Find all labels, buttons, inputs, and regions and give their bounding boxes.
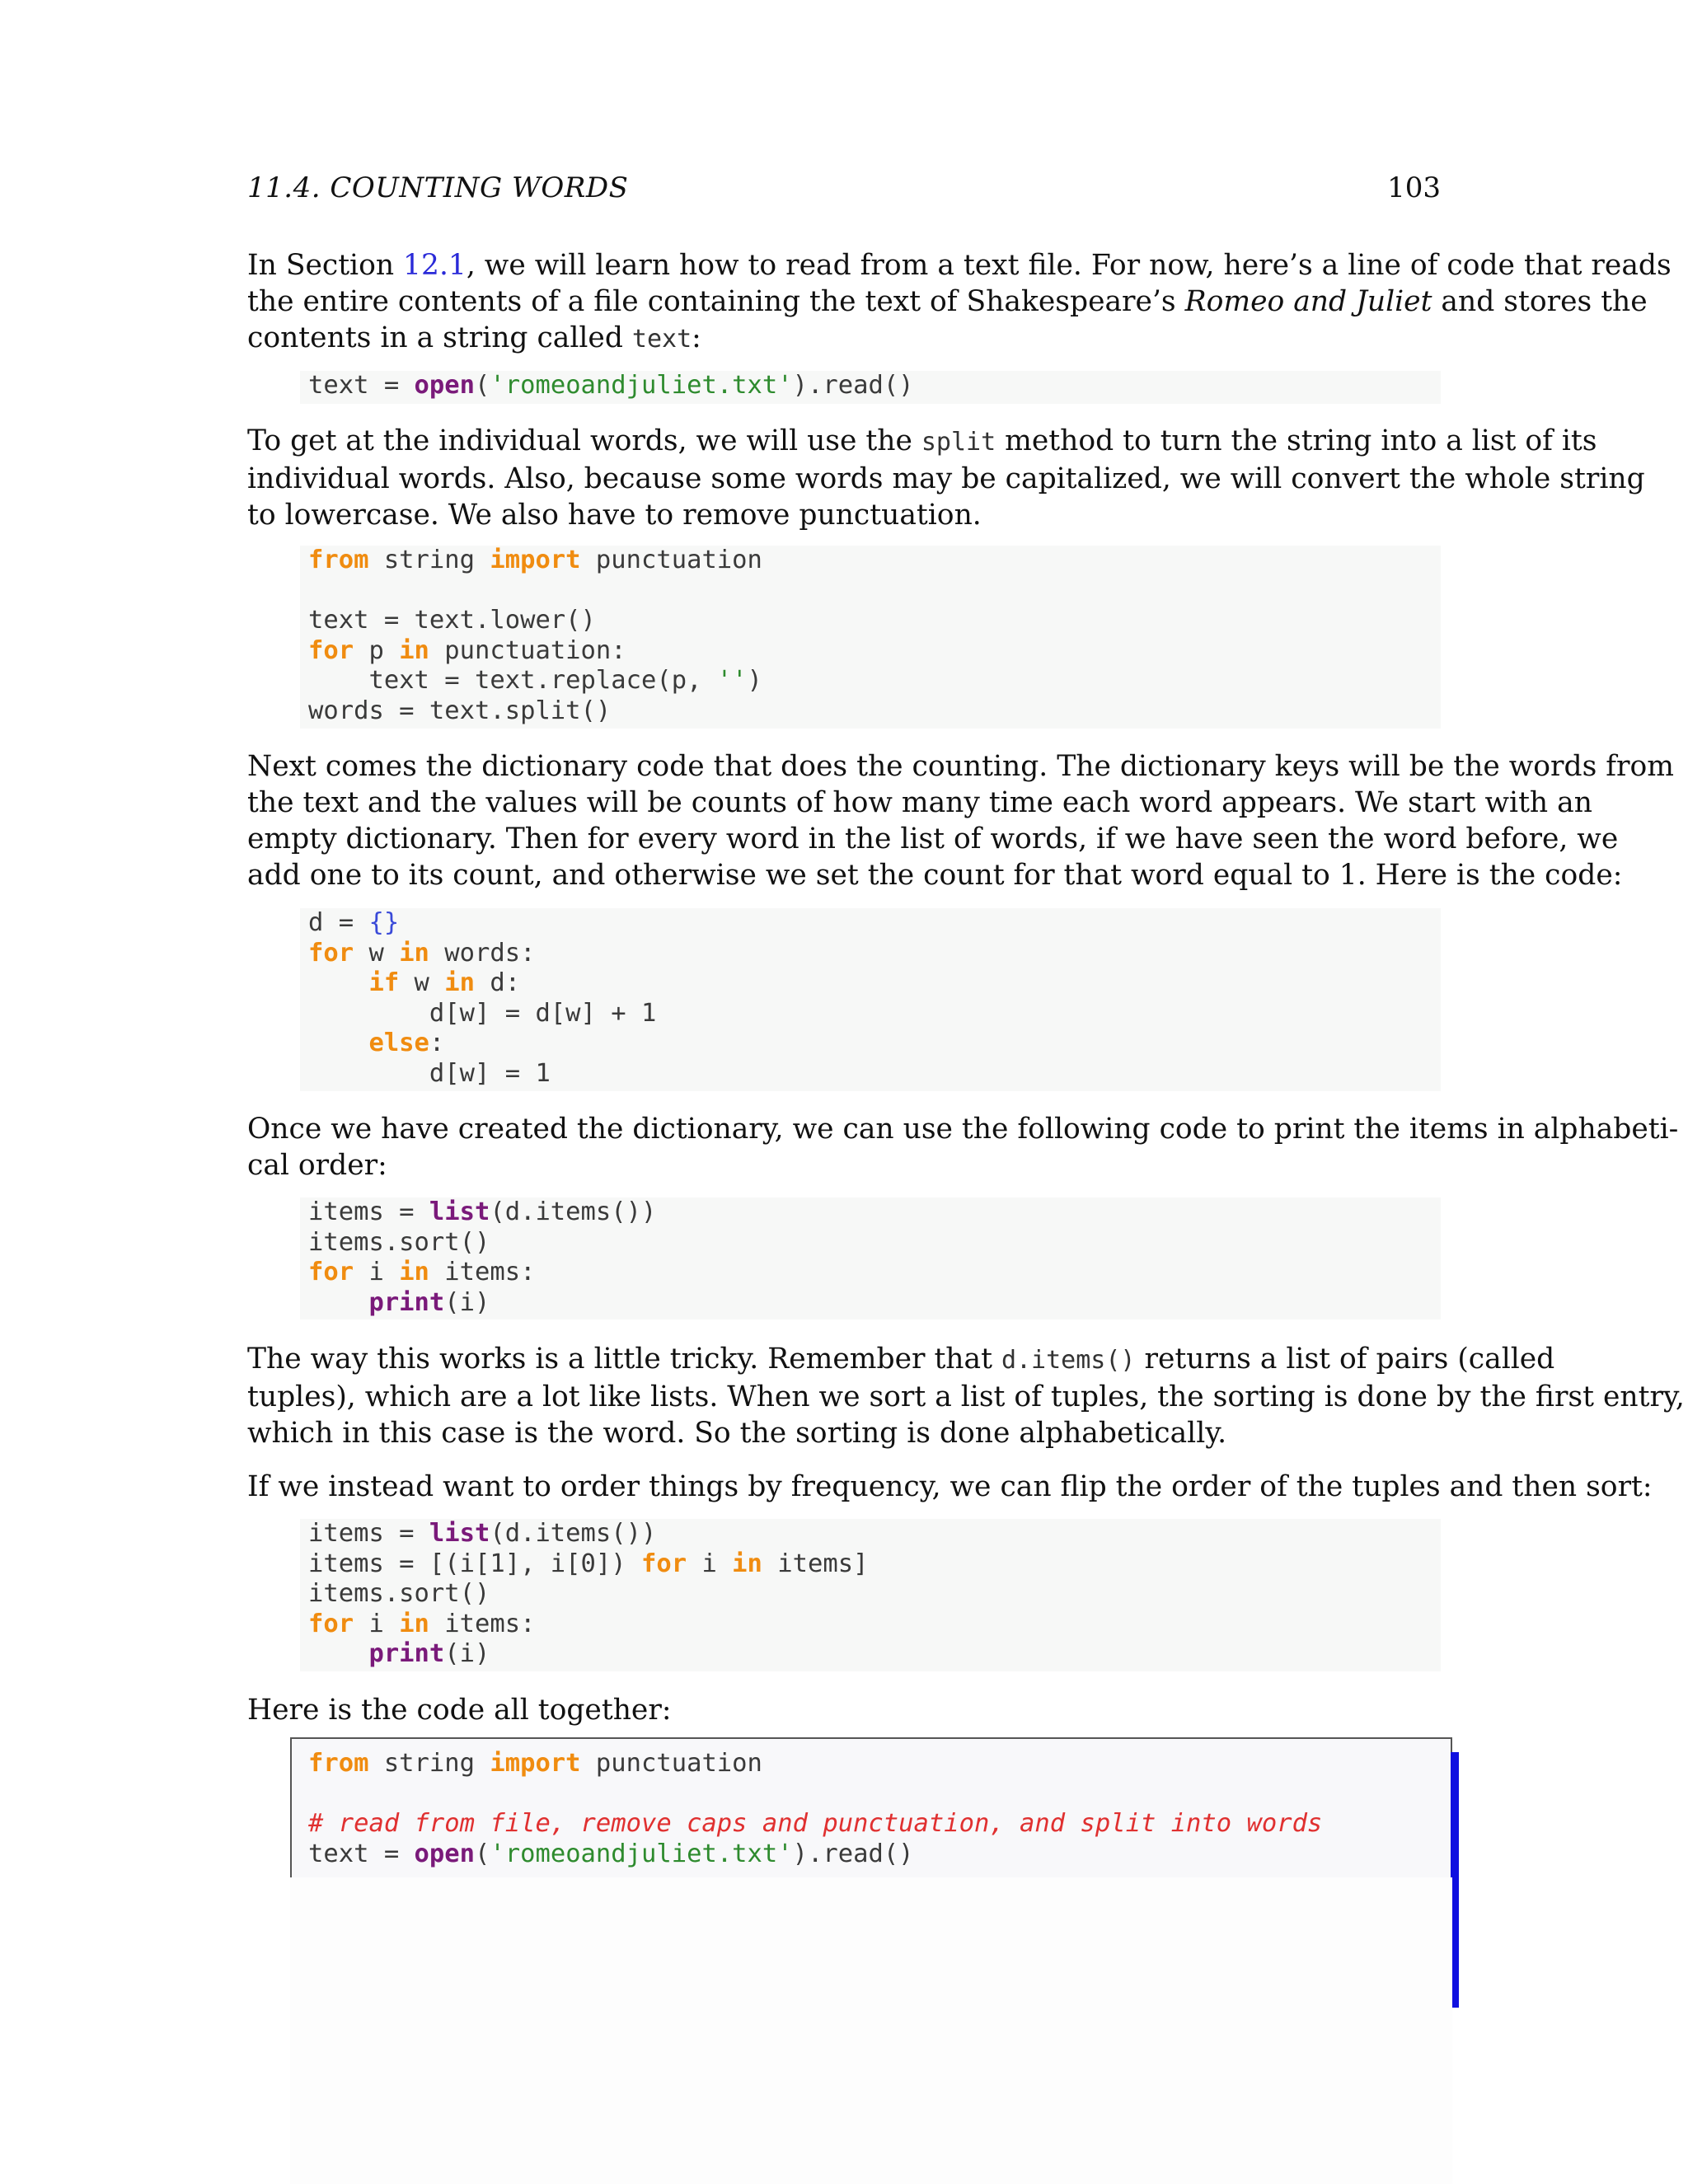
text-line: Once we have created the dictionary, we can use the following code to print the items in alphabeti- xyxy=(247,1113,1679,1146)
code-line: text = text.lower() xyxy=(308,606,596,635)
code-line-blank xyxy=(308,1779,1322,1810)
page-fade-area xyxy=(290,1877,1452,2184)
code-line: for w in words: xyxy=(308,938,536,968)
code-block-sort-frequency xyxy=(300,1519,1441,1671)
code-line: text = open('romeoandjuliet.txt').read() xyxy=(308,1839,914,1868)
page-number: 103 xyxy=(1387,171,1441,204)
code-line: d[w] = 1 xyxy=(308,1058,551,1088)
text-line: To get at the individual words, we will use the split method to turn the string into a list of its xyxy=(247,424,1597,457)
paragraph-all-together xyxy=(247,1692,1441,1728)
text-line: contents in a string called text: xyxy=(247,321,701,354)
code-line: items = [(i[1], i[0]) for i in items] xyxy=(308,1549,869,1578)
code-line-blank xyxy=(300,576,1441,607)
code-line: for i in items: xyxy=(308,1609,536,1638)
code-line: items = list(d.items()) xyxy=(308,1197,657,1226)
code-line: items.sort() xyxy=(308,1579,490,1609)
book-title: Romeo and Juliet xyxy=(1184,285,1432,318)
text-line: tuples), which are a lot like lists. When we sort a list of tuples, the sorting is done by the first entry, xyxy=(247,1380,1685,1413)
code-block-count xyxy=(300,908,1441,1091)
text-line: The way this works is a little tricky. Remember that d.items() returns a list of pairs (called xyxy=(247,1343,1555,1376)
code-block-read-file xyxy=(300,371,1441,404)
text-line: the entire contents of a file containing the text of Shakespeare’s Romeo and Juliet and stores the xyxy=(247,285,1648,318)
code-block-clean-text xyxy=(300,546,1441,729)
code-line: from string import punctuation xyxy=(308,546,762,574)
code-line: print(i) xyxy=(368,1639,490,1669)
paragraph-tuples xyxy=(247,1341,1685,1451)
code-line: else: xyxy=(368,1029,445,1058)
code-line: for i in items: xyxy=(308,1258,536,1287)
code-line: d = {} xyxy=(308,908,400,937)
text-line: individual words. Also, because some words may be capitalized, we will convert the whole string xyxy=(247,462,1645,495)
code-comment: # read from file, remove caps and punctuation, and split into words xyxy=(308,1809,1323,1839)
text-line: empty dictionary. Then for every word in the list of words, if we have seen the word before, we xyxy=(247,823,1619,855)
code-line: for p in punctuation: xyxy=(308,635,626,665)
code-line: text = text.replace(p, '') xyxy=(308,666,762,696)
section-link[interactable]: 12.1 xyxy=(403,249,467,282)
code-line: text = open('romeoandjuliet.txt').read() xyxy=(308,371,914,400)
code-line: if w in d: xyxy=(368,968,521,998)
listing-code xyxy=(308,1749,1322,1869)
paragraph-split xyxy=(247,423,1645,533)
text-line: If we instead want to order things by frequency, we can flip the order of the tuples and then sort: xyxy=(247,1470,1653,1503)
text-line: Next comes the dictionary code that does the counting. The dictionary keys will be the words from xyxy=(247,750,1674,783)
running-header xyxy=(247,171,1441,208)
inline-code: text xyxy=(631,325,692,354)
text-line: Here is the code all together: xyxy=(247,1694,672,1727)
text-line: In Section 12.1, we will learn how to read from a text file. For now, here’s a line of code that reads xyxy=(247,249,1672,282)
code-block-sort-alpha xyxy=(300,1197,1441,1319)
paragraph-dictionary xyxy=(247,748,1674,893)
code-line: words = text.split() xyxy=(308,696,612,725)
text-line: the text and the values will be counts of how many time each word appears. We start with an xyxy=(247,786,1592,819)
code-line: d[w] = d[w] + 1 xyxy=(308,998,657,1028)
code-line: items.sort() xyxy=(308,1227,490,1257)
section-title: 11.4. COUNTING WORDS xyxy=(247,171,629,204)
text-line: cal order: xyxy=(247,1149,387,1182)
text-line: which in this case is the word. So the sorting is done alphabetically. xyxy=(247,1417,1227,1450)
code-line: print(i) xyxy=(368,1287,490,1317)
code-line: from string import punctuation xyxy=(308,1749,762,1778)
text-line: add one to its count, and otherwise we set the count for that word equal to 1. Here is the code: xyxy=(247,859,1623,892)
code-line: items = list(d.items()) xyxy=(308,1519,657,1548)
inline-code: d.items() xyxy=(1001,1346,1136,1375)
paragraph-print-items xyxy=(247,1111,1679,1183)
paragraph-frequency xyxy=(247,1469,1653,1505)
inline-code: split xyxy=(921,428,996,457)
paragraph-intro xyxy=(247,247,1672,358)
text-line: to lowercase. We also have to remove punctuation. xyxy=(247,499,982,532)
